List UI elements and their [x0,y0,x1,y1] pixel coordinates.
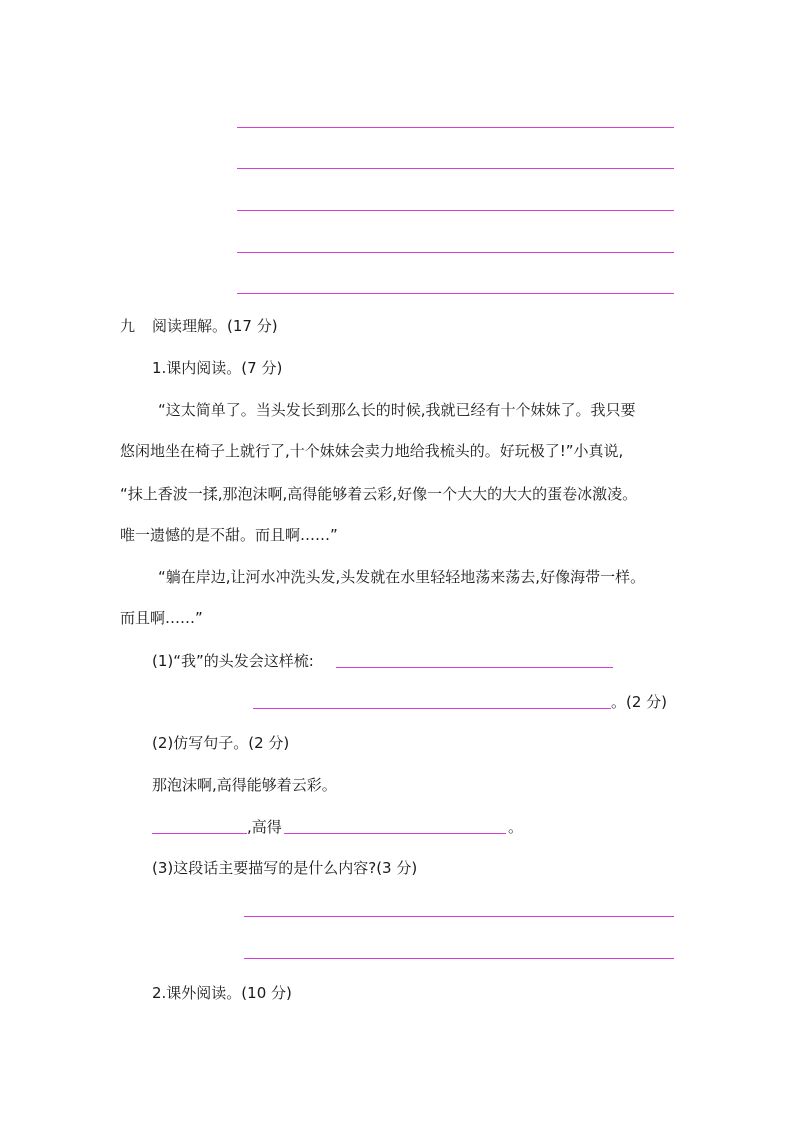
example-sentence: 那泡沫啊,高得能够着云彩。 [152,776,337,794]
passage-line: “抹上香波一揉,那泡沫啊,高得能够着云彩,好像一个大大的大大的蛋卷冰激凌。 [120,485,638,503]
question-1-label: (1)“我”的头发会这样梳: [152,652,314,670]
answer-line[interactable] [336,667,613,668]
answer-line[interactable] [237,293,674,294]
answer-line[interactable] [237,168,674,169]
answer-blank[interactable] [152,833,247,834]
question-2-label: (2)仿写句子。(2 分) [152,734,290,752]
answer-line[interactable] [253,708,611,709]
question-1-points: 。(2 分) [611,693,668,711]
answer-line[interactable] [237,210,674,211]
question-3-label: (3)这段话主要描写的是什么内容?(3 分) [152,859,418,877]
answer-line[interactable] [237,127,674,128]
passage-line: “躺在岸边,让河水冲洗头发,头发就在水里轻轻地荡来荡去,好像海带一样。 [158,568,646,586]
part2-heading: 2.课外阅读。(10 分) [152,984,292,1002]
passage-line: 而且啊……” [120,609,203,627]
passage-line: 悠闲地坐在椅子上就行了,十个妹妹会卖力地给我梳头的。好玩极了!”小真说, [120,442,624,460]
answer-line[interactable] [244,916,674,917]
passage-line: “这太简单了。当头发长到那么长的时候,我就已经有十个妹妹了。我只要 [158,401,636,419]
imitation-mid-text: ,高得 [247,818,282,836]
answer-blank[interactable] [284,833,506,834]
section-title: 阅读理解。(17 分) [152,317,278,335]
answer-line[interactable] [237,252,674,253]
section-number: 九 [120,317,136,335]
part1-heading: 1.课内阅读。(7 分) [152,359,283,377]
passage-line: 唯一遗憾的是不甜。而且啊……” [120,526,338,544]
answer-line[interactable] [244,958,674,959]
imitation-end-text: 。 [508,818,524,836]
